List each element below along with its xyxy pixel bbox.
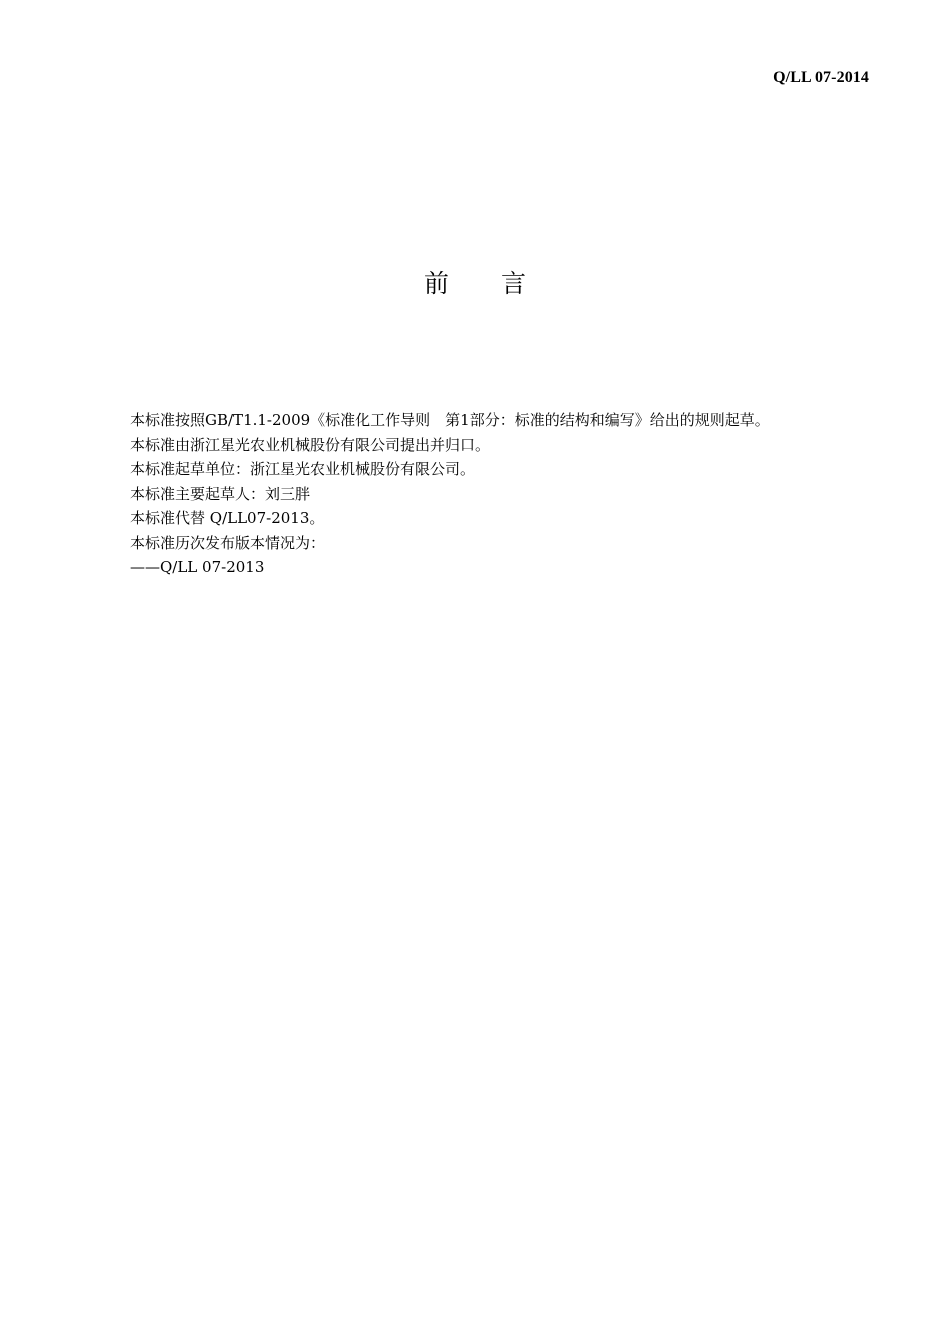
title-char-1: 前 — [423, 269, 449, 298]
foreword-line-main-drafter: 本标准主要起草人：刘三胖 — [130, 484, 311, 503]
document-code: Q/LL 07-2014 — [773, 69, 869, 86]
foreword-body — [130, 408, 890, 580]
title-char-2: 言 — [501, 269, 527, 298]
foreword-line-drafting-unit: 本标准起草单位：浙江星光农业机械股份有限公司。 — [130, 460, 476, 478]
page-title — [0, 264, 950, 300]
foreword-line-proposer: 本标准由浙江星光农业机械股份有限公司提出并归口。 — [130, 435, 491, 454]
foreword-line-history-item: ——Q/LL 07-2013 — [130, 558, 265, 576]
foreword-line-replaces: 本标准代替 Q/LL07-2013。 — [130, 509, 325, 527]
foreword-line-drafting-rules: 本标准按照GB/T1.1-2009《标准化工作导则 第1部分：标准的结构和编写》给出的规则起草。 — [130, 411, 770, 429]
foreword-line-history-intro: 本标准历次发布版本情况为： — [130, 533, 326, 552]
